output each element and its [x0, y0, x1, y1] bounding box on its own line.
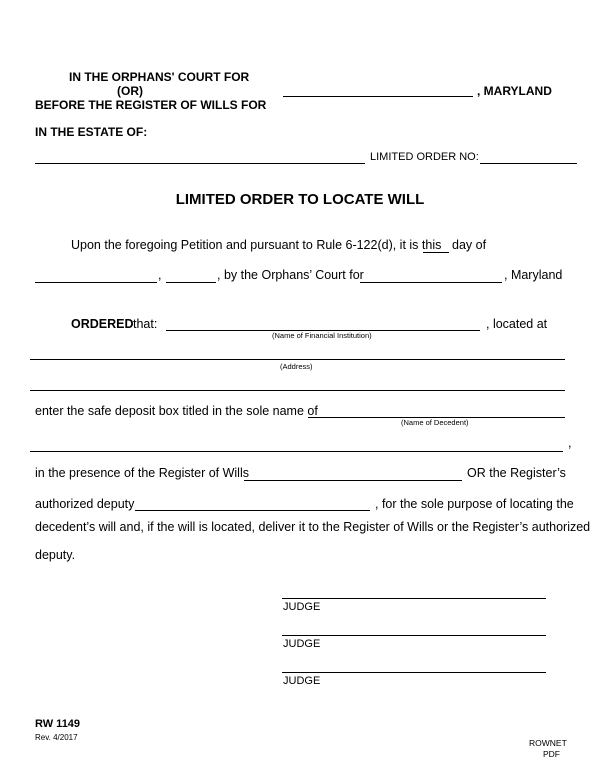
- by-court-label: , by the Orphans’ Court for: [217, 268, 364, 282]
- address-caption: (Address): [280, 362, 313, 371]
- day-of-label: day of: [452, 238, 487, 252]
- court-or: (OR): [117, 84, 143, 98]
- revision-date: Rev. 4/2017: [35, 733, 78, 742]
- deputy-end-text: deputy.: [35, 548, 76, 562]
- trailing-comma: ,: [568, 436, 572, 450]
- court-line-1: IN THE ORPHANS' COURT FOR: [69, 70, 250, 84]
- month-field[interactable]: [35, 282, 157, 283]
- limited-order-no-field[interactable]: [480, 163, 577, 164]
- register-name-field[interactable]: [244, 480, 462, 481]
- page-title: LIMITED ORDER TO LOCATE WILL: [175, 191, 425, 208]
- address-field-2[interactable]: [30, 390, 565, 391]
- address-field[interactable]: [30, 359, 565, 360]
- pdf-label: PDF: [543, 749, 560, 759]
- or-registers-label: OR the Register’s: [467, 466, 566, 480]
- judge-label-1: JUDGE: [283, 601, 321, 613]
- county-field[interactable]: [283, 96, 473, 97]
- rownet-label: ROWNET: [529, 738, 567, 748]
- authorized-deputy-label: authorized deputy: [35, 497, 135, 511]
- court-county-field[interactable]: [360, 282, 502, 283]
- presence-label: in the presence of the Register of Wills: [35, 466, 249, 480]
- comma-1: ,: [158, 268, 162, 282]
- deputy-name-field[interactable]: [135, 510, 370, 511]
- safe-deposit-label: enter the safe deposit box titled in the sole name of: [35, 404, 318, 418]
- intro-text: Upon the foregoing Petition and pursuant to Rule 6-122(d), it is this: [71, 238, 442, 252]
- maryland-line-label: , Maryland: [504, 268, 563, 282]
- court-line-3: BEFORE THE REGISTER OF WILLS FOR: [35, 98, 267, 112]
- year-field[interactable]: [166, 282, 216, 283]
- estate-name-field[interactable]: [35, 163, 365, 164]
- form-number: RW 1149: [35, 718, 81, 730]
- day-field[interactable]: [423, 252, 449, 253]
- maryland-label: , MARYLAND: [477, 84, 552, 98]
- sole-purpose-label: , for the sole purpose of locating the: [375, 497, 574, 511]
- estate-label: IN THE ESTATE OF:: [35, 125, 148, 139]
- institution-caption: (Name of Financial Institution): [272, 331, 372, 340]
- judge-signature-line-2[interactable]: [282, 635, 546, 636]
- decedent-name-field-2[interactable]: [30, 451, 563, 452]
- judge-signature-line-3[interactable]: [282, 672, 546, 673]
- limited-order-no-label: LIMITED ORDER NO:: [370, 151, 479, 163]
- decedents-will-text: decedent’s will and, if the will is located, deliver it to the Register of Wills or the Register’s authorized: [35, 520, 591, 534]
- judge-label-3: JUDGE: [283, 675, 321, 687]
- located-at-label: , located at: [486, 317, 548, 331]
- judge-label-2: JUDGE: [283, 638, 321, 650]
- decedent-caption: (Name of Decedent): [401, 418, 469, 427]
- ordered-label: ORDERED: [71, 317, 134, 331]
- judge-signature-line-1[interactable]: [282, 598, 546, 599]
- that-label: that:: [133, 317, 158, 331]
